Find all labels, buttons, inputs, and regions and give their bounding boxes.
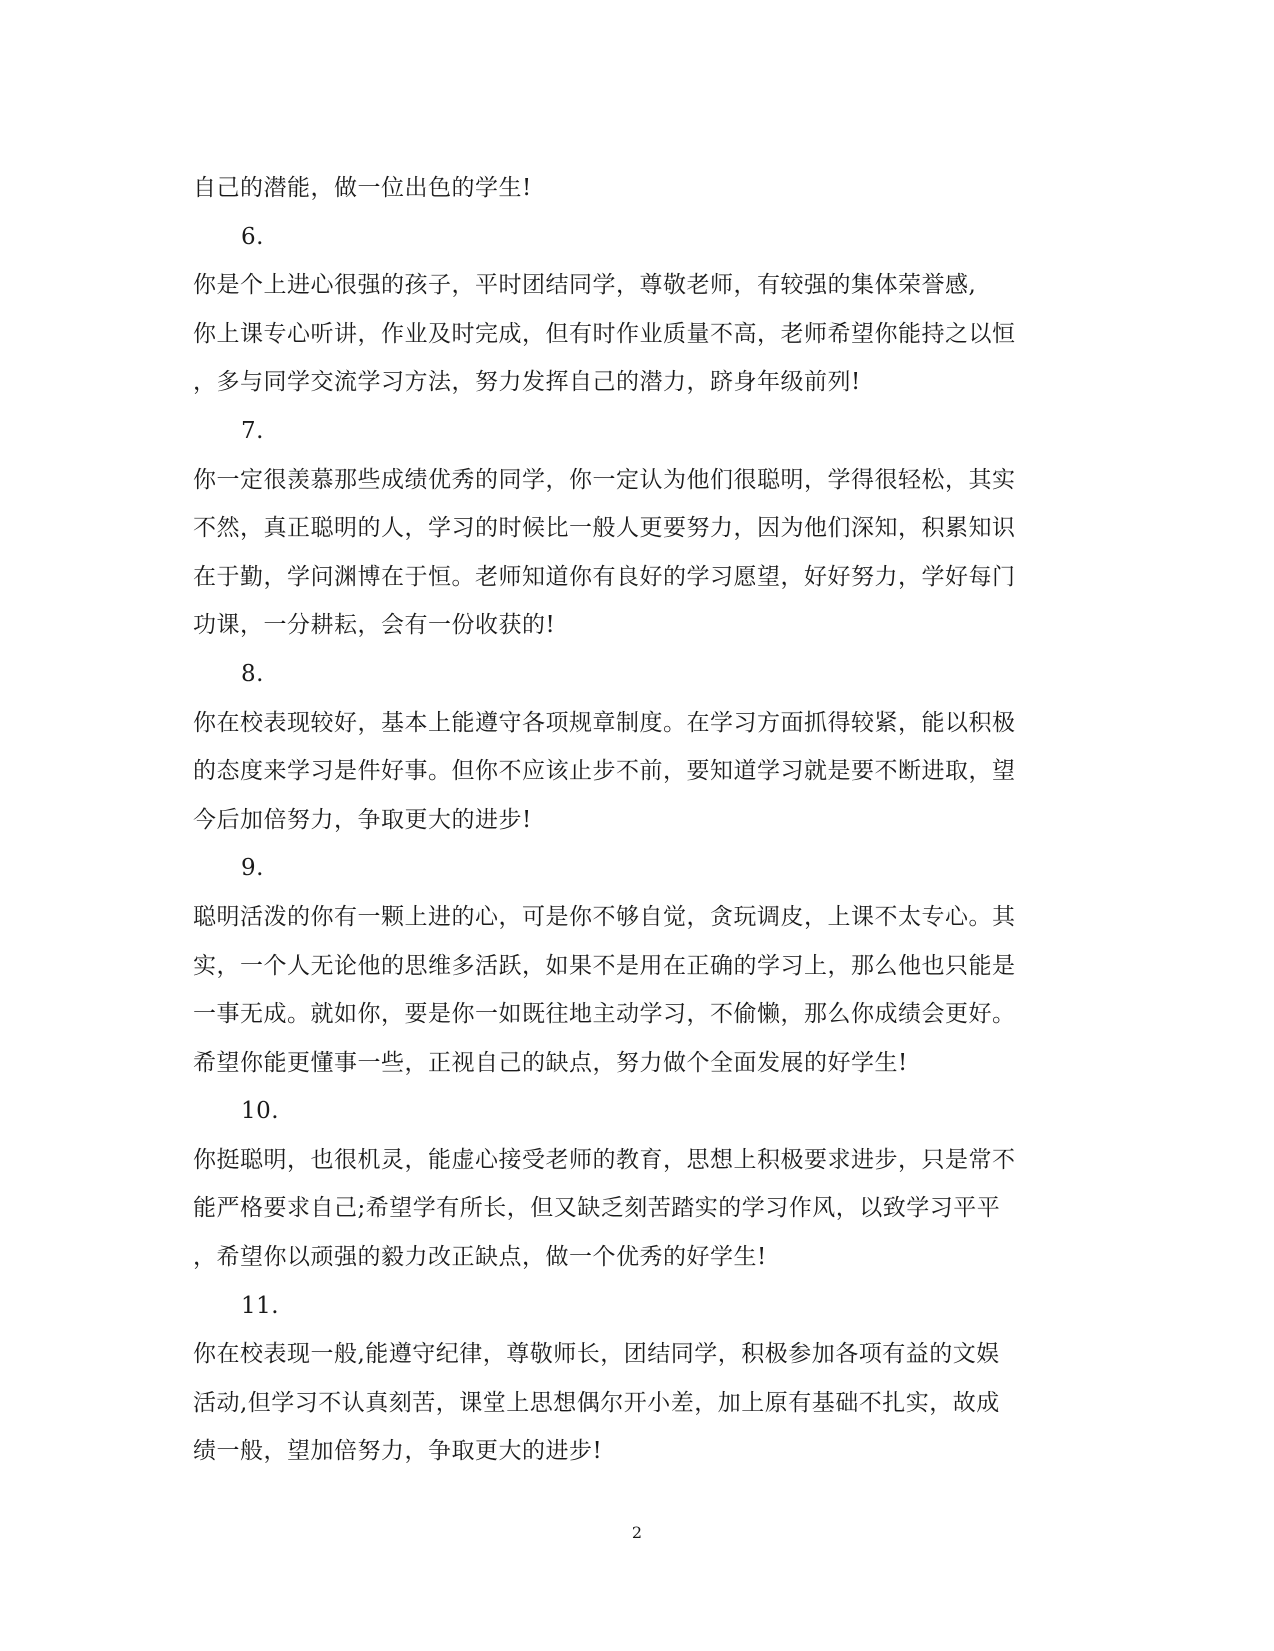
text-line: 你是个上进心很强的孩子，平时团结同学，尊敬老师，有较强的集体荣誉感,: [193, 272, 977, 299]
text-line: ，多与同学交流学习方法，努力发挥自己的潜力，跻身年级前列!: [193, 369, 861, 396]
text-line: 你挺聪明，也很机灵，能虚心接受老师的教育，思想上积极要求进步，只是常不: [193, 1146, 1016, 1173]
text-line: 你上课专心听讲，作业及时完成，但有时作业质量不高，老师希望你能持之以恒: [193, 320, 1016, 347]
item-number: 6.: [241, 223, 264, 250]
text-line: 一事无成。就如你，要是你一如既往地主动学习，不偷懒，那么你成绩会更好。: [193, 1001, 1016, 1028]
text-line: 绩一般，望加倍努力，争取更大的进步!: [193, 1438, 603, 1465]
text-line: 不然，真正聪明的人，学习的时候比一般人更要努力，因为他们深知，积累知识: [193, 515, 1016, 542]
item-number: 11.: [241, 1292, 280, 1319]
page-number: 2: [631, 1523, 643, 1542]
text-line: 你一定很羡慕那些成绩优秀的同学，你一定认为他们很聪明，学得很轻松，其实: [193, 466, 1016, 493]
text-line: 自己的潜能，做一位出色的学生!: [193, 175, 532, 201]
item-number: 7.: [241, 417, 264, 444]
text-line: 希望你能更懂事一些，正视自己的缺点，努力做个全面发展的好学生!: [193, 1049, 908, 1076]
text-line: ，希望你以顽强的毅力改正缺点，做一个优秀的好学生!: [193, 1244, 767, 1271]
item-number: 10.: [241, 1098, 280, 1125]
text-line: 实，一个人无论他的思维多活跃，如果不是用在正确的学习上，那么他也只能是: [193, 952, 1016, 979]
text-line: 在于勤，学问渊博在于恒。老师知道你有良好的学习愿望，好好努力，学好每门: [193, 563, 1016, 590]
text-line: 活动,但学习不认真刻苦，课堂上思想偶尔开小差，加上原有基础不扎实，故成: [193, 1389, 1000, 1416]
item-number: 9.: [241, 855, 264, 882]
text-line: 你在校表现较好，基本上能遵守各项规章制度。在学习方面抓得较紧，能以积极: [193, 709, 1016, 736]
text-line: 能严格要求自己;希望学有所长，但又缺乏刻苦踏实的学习作风，以致学习平平: [193, 1195, 1001, 1222]
item-number: 8.: [241, 660, 264, 687]
text-line: 聪明活泼的你有一颗上进的心，可是你不够自觉，贪玩调皮，上课不太专心。其: [193, 903, 1016, 930]
text-line: 的态度来学习是件好事。但你不应该止步不前，要知道学习就是要不断进取，望: [193, 758, 1016, 785]
document-body: [193, 164, 1073, 1476]
text-line: 你在校表现一般,能遵守纪律，尊敬师长，团结同学，积极参加各项有益的文娱: [193, 1341, 1000, 1368]
text-line: 功课，一分耕耘，会有一份收获的!: [193, 612, 556, 639]
text-line: 今后加倍努力，争取更大的进步!: [193, 806, 532, 833]
